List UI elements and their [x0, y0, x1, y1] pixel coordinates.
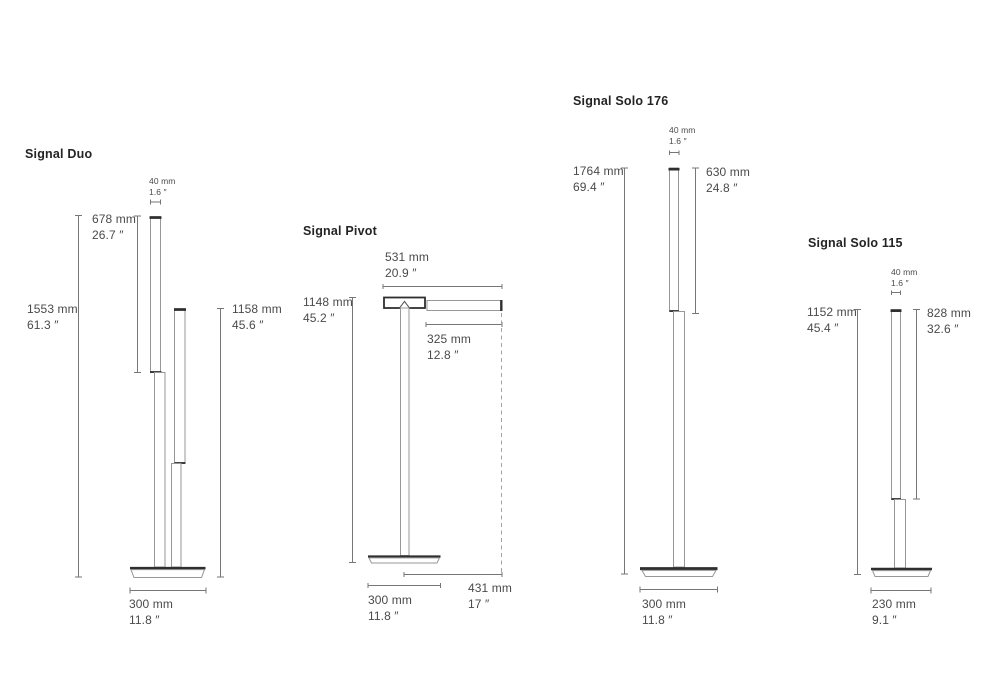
dimension-mm: 1152 mm [807, 305, 857, 319]
signal-duo-drawing [75, 200, 224, 594]
solo176-base-body [642, 570, 716, 576]
dimension-mm: 1553 mm [27, 302, 78, 316]
dimension-mm: 1764 mm [573, 164, 624, 178]
signal-solo-115-title: Signal Solo 115 [808, 236, 903, 250]
solo115-base-body [873, 571, 931, 577]
dimension-in: 11.8 ″ [368, 608, 399, 623]
solo115-head-width-dim-line [892, 291, 901, 296]
duo-base-dim-line [130, 588, 206, 594]
dimension-mm: 630 mm [706, 165, 750, 179]
solo176-tube-length-label [706, 165, 750, 196]
solo115-tube [892, 310, 901, 500]
dimension-mm: 325 mm [427, 332, 471, 346]
dimension-in: 26.7 ″ [92, 227, 124, 242]
dimension-in: 69.4 ″ [573, 179, 605, 194]
dimension-in: 32.6 ″ [927, 321, 959, 336]
dimension-in: 24.8 ″ [706, 180, 738, 195]
solo115-base-dim-line [871, 588, 931, 594]
dimension-in: 1.6 ″ [149, 186, 167, 197]
dimension-in: 1.6 ″ [669, 135, 687, 146]
duo-base-body [131, 570, 205, 578]
dimension-mm: 678 mm [92, 212, 136, 226]
pivot-arm-length-dim-line [383, 284, 502, 289]
signal-pivot-title: Signal Pivot [303, 224, 377, 238]
solo176-head-width-label [669, 125, 695, 146]
solo176-base-dim-line [640, 587, 718, 593]
pivot-footprint-label [468, 581, 512, 612]
solo115-head-width-label [891, 267, 917, 288]
duo-lower-tube [175, 309, 186, 464]
dimension-in: 11.8 ″ [129, 612, 160, 627]
pivot-arm-reach-dim-line [426, 322, 502, 327]
duo-lower-pole [172, 464, 182, 568]
dimension-mm: 300 mm [642, 597, 686, 611]
dimension-mm: 828 mm [927, 306, 971, 320]
solo115-tube-length-label [927, 306, 971, 337]
pivot-pole [401, 308, 410, 556]
solo115-total-height-dim-line [854, 310, 861, 575]
solo115-pole [895, 500, 906, 569]
dimension-in: 1.6 ″ [891, 277, 909, 288]
dimension-in: 45.6 ″ [232, 317, 264, 332]
pivot-base-dim-line [368, 583, 441, 588]
solo176-total-height-dim-line [621, 168, 628, 574]
dimension-in: 17 ″ [468, 596, 490, 611]
dimension-in: 11.8 ″ [642, 612, 673, 627]
solo176-tube [670, 168, 679, 312]
signal-duo-title: Signal Duo [25, 147, 93, 161]
duo-base-label [129, 597, 173, 628]
pivot-footprint-dim-line [404, 572, 502, 577]
duo-lower-tube-label [232, 302, 282, 333]
solo115-tube-dim-line [913, 310, 920, 500]
dimension-mm: 230 mm [872, 597, 916, 611]
duo-total-height-label [27, 302, 78, 333]
duo-upper-tube-label [92, 212, 136, 243]
pivot-total-height-label [303, 295, 353, 326]
duo-head-width-dim-line [151, 200, 161, 205]
duo-upper-pole [155, 373, 166, 568]
duo-total-height-dim-line [75, 216, 82, 578]
pivot-arm-reach-label [427, 332, 471, 363]
solo115-total-height-label [807, 305, 857, 336]
signal-solo-115-drawing [854, 291, 932, 594]
solo176-pole [674, 312, 685, 568]
signal-pivot-drawing [349, 284, 502, 588]
pivot-arm-length-label [385, 250, 429, 281]
dimension-mm: 40 mm [149, 176, 176, 186]
dimension-mm: 1158 mm [232, 302, 282, 316]
dimension-mm: 300 mm [129, 597, 173, 611]
dimension-mm: 300 mm [368, 593, 412, 607]
solo176-tube-dim-line [692, 168, 699, 314]
solo176-head-width-dim-line [670, 151, 680, 156]
dimension-in: 9.1 ″ [872, 612, 897, 627]
dimension-mm: 431 mm [468, 581, 512, 595]
pivot-base-body [369, 558, 440, 563]
signal-solo-176-drawing [621, 151, 718, 593]
dimension-mm: 40 mm [669, 125, 696, 135]
pivot-base-label [368, 593, 412, 624]
duo-lower-tube-dim-line [217, 309, 224, 578]
signal-solo-176-title: Signal Solo 176 [573, 94, 669, 108]
duo-upper-tube [151, 217, 161, 373]
dimension-in: 20.9 ″ [385, 265, 417, 280]
dimension-in: 45.4 ″ [807, 320, 839, 335]
solo115-base-label [872, 597, 916, 628]
dimension-mm: 531 mm [385, 250, 429, 264]
dimension-in: 45.2 ″ [303, 310, 335, 325]
dimension-in: 12.8 ″ [427, 347, 459, 362]
duo-head-width-label [149, 176, 175, 197]
dimension-mm: 1148 mm [303, 295, 353, 309]
pivot-light-bar [427, 301, 502, 311]
solo176-base-label [642, 597, 686, 628]
dimension-mm: 40 mm [891, 267, 918, 277]
dimension-in: 61.3 ″ [27, 317, 59, 332]
pivot-total-height-dim-line [349, 298, 356, 563]
solo176-total-height-label [573, 164, 624, 195]
